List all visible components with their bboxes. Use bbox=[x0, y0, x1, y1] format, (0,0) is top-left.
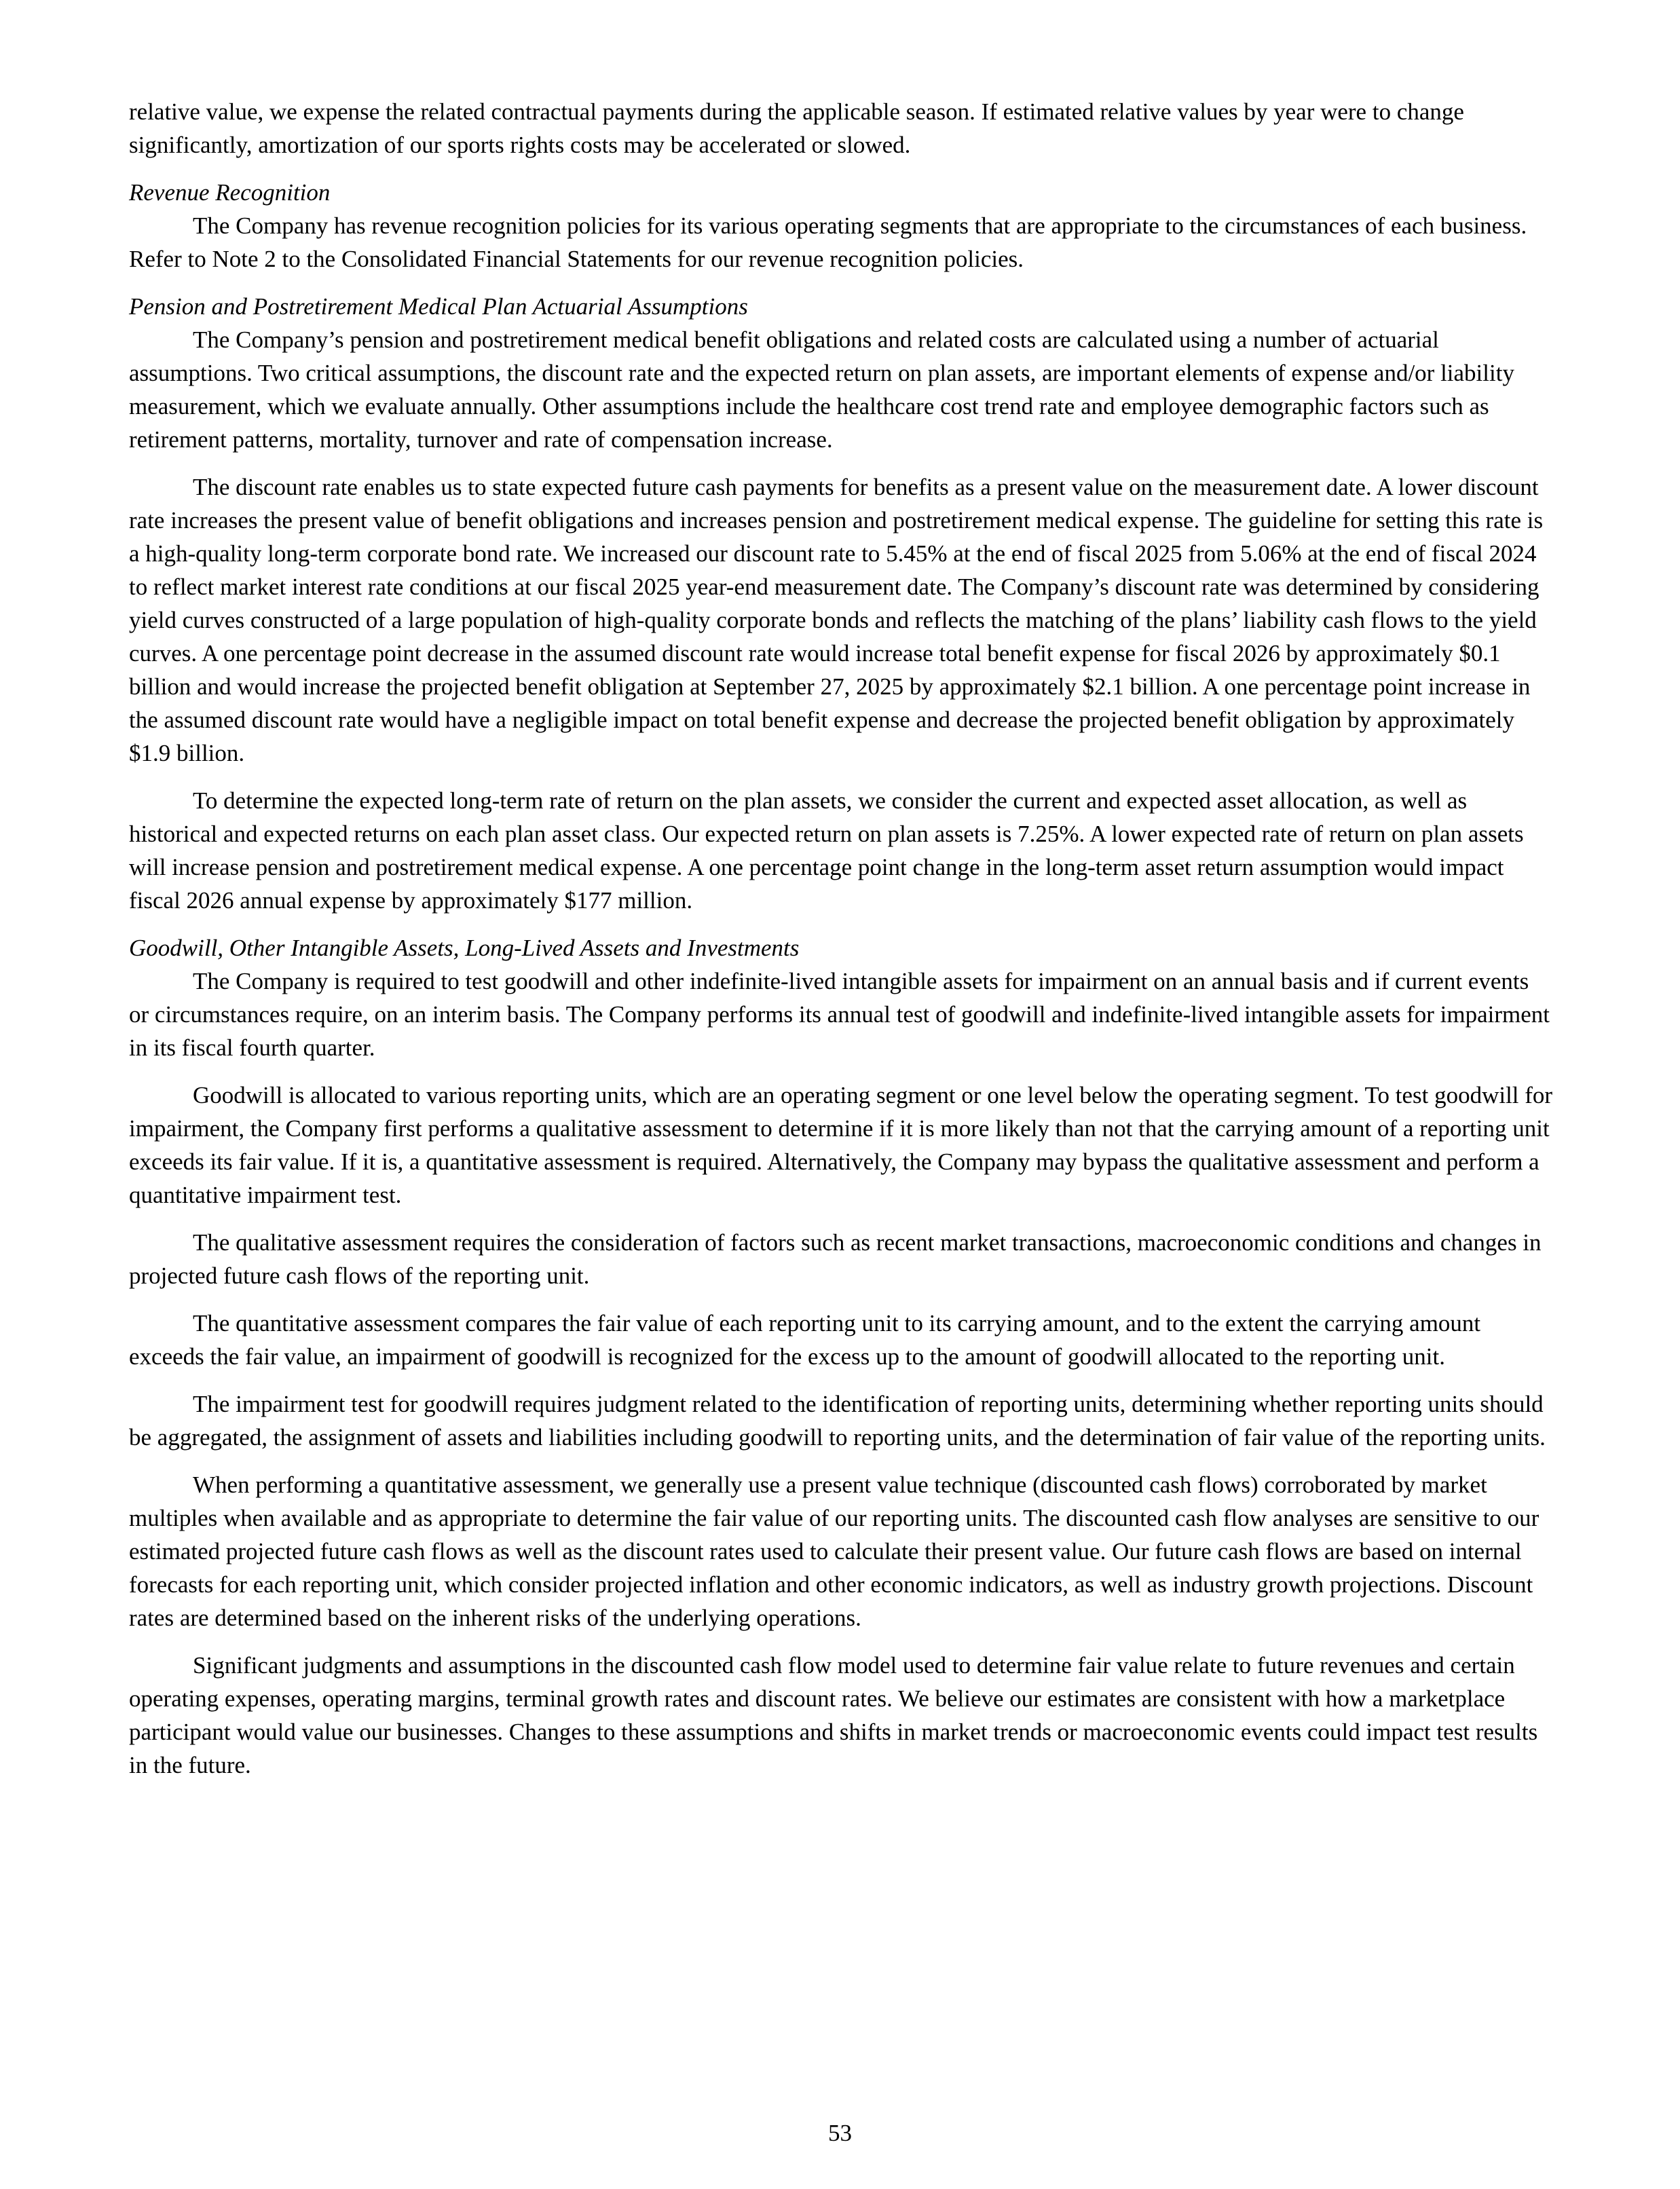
section-heading-revenue-recognition: Revenue Recognition bbox=[129, 179, 331, 206]
paragraph: Goodwill is allocated to various reporting units, which are an operating segment or one level below the operating segment. To test goodwill for impairment, the Company first performs a qualitative assessment to determine if it is more likely than not that the carrying amount of a reporting unit exceeds its fair value. If it is, a quantitative assessment is required. Alternatively, the Company may bypass the qualitative assessment and perform a quantitative impairment test. bbox=[129, 1082, 1553, 1208]
section-heading-pension: Pension and Postretirement Medical Plan Actuarial Assumptions bbox=[129, 293, 748, 320]
page-number: 53 bbox=[828, 2120, 852, 2146]
paragraph: The discount rate enables us to state expected future cash payments for benefits as a present value on the measurement date. A lower discount rate increases the present value of benefit obligations and increases pension and postretirement medical expense. The guideline for setting this rate is a high-quality long-term corporate bond rate. We increased our discount rate to 5.45% at the end of fiscal 2025 from 5.06% at the end of fiscal 2024 to reflect market interest rate conditions at our fiscal 2025 year-end measurement date. The Company’s discount rate was determined by considering yield curves constructed of a large population of high-quality corporate bonds and reflects the matching of the plans’ liability cash flows to the yield curves. A one percentage point decrease in the assumed discount rate would increase total benefit expense for fiscal 2026 by approximately $0.1 billion and would increase the projected benefit obligation at September 27, 2025 by approximately $2.1 billion. A one percentage point increase in the assumed discount rate would have a negligible impact on total benefit expense and decrease the projected benefit obligation by approximately $1.9 billion. bbox=[129, 474, 1544, 766]
paragraph: To determine the expected long-term rate of return on the plan assets, we consider the current and expected asset allocation, as well as historical and expected returns on each plan asset class. Our expected return on plan assets is 7.25%. A lower expected rate of return on plan assets will increase pension and postretirement medical expense. A one percentage point change in the long-term asset return assumption would impact fiscal 2026 annual expense by approximately $177 million. bbox=[129, 787, 1524, 914]
document-page bbox=[129, 95, 1554, 1782]
paragraph: The impairment test for goodwill requires judgment related to the identification of reporting units, determining whether reporting units should be aggregated, the assignment of assets and liabilities including goodwill to reporting units, and the determination of fair value of the reporting units. bbox=[129, 1391, 1546, 1451]
paragraph: The Company is required to test goodwill and other indefinite-lived intangible assets for impairment on an annual basis and if current events or circumstances require, on an interim basis. The Company performs its annual test of goodwill and indefinite-lived intangible assets for impairment in its fiscal fourth quarter. bbox=[129, 968, 1550, 1061]
intro-paragraph: relative value, we expense the related contractual payments during the applicable season. If estimated relative values by year were to change significantly, amortization of our sports rights costs may be accelerated or slowed. bbox=[129, 98, 1464, 158]
paragraph: When performing a quantitative assessment, we generally use a present value technique (discounted cash flows) corroborated by market multiples when available and as appropriate to determine the fair value of our reporting units. The discounted cash flow analyses are sensitive to our estimated projected future cash flows as well as the discount rates used to calculate their present value. Our future cash flows are based on internal forecasts for each reporting unit, which consider projected inflation and other economic indicators, as well as industry growth projections. Discount rates are determined based on the inherent risks of the underlying operations. bbox=[129, 1472, 1539, 1631]
paragraph: The qualitative assessment requires the consideration of factors such as recent market transactions, macroeconomic conditions and changes in projected future cash flows of the reporting unit. bbox=[129, 1229, 1542, 1289]
section-heading-goodwill: Goodwill, Other Intangible Assets, Long-Lived Assets and Investments bbox=[129, 935, 800, 961]
paragraph: The Company’s pension and postretirement medical benefit obligations and related costs are calculated using a number of actuarial assumptions. Two critical assumptions, the discount rate and the expected return on plan assets, are important elements of expense and/or liability measurement, which we evaluate annually. Other assumptions include the healthcare cost trend rate and employee demographic factors such as retirement patterns, mortality, turnover and rate of compensation increase. bbox=[129, 326, 1514, 453]
paragraph: Significant judgments and assumptions in the discounted cash flow model used to determine fair value relate to future revenues and certain operating expenses, operating margins, terminal growth rates and discount rates. We believe our estimates are consistent with how a marketplace participant would value our businesses. Changes to these assumptions and shifts in market trends or macroeconomic events could impact test results in the future. bbox=[129, 1652, 1538, 1778]
paragraph: The quantitative assessment compares the fair value of each reporting unit to its carrying amount, and to the extent the carrying amount exceeds the fair value, an impairment of goodwill is recognized for the excess up to the amount of goodwill allocated to the reporting unit. bbox=[129, 1310, 1481, 1370]
paragraph: The Company has revenue recognition policies for its various operating segments that are appropriate to the circumstances of each business. Refer to Note 2 to the Consolidated Financial Statements for our revenue recognition policies. bbox=[129, 212, 1527, 272]
